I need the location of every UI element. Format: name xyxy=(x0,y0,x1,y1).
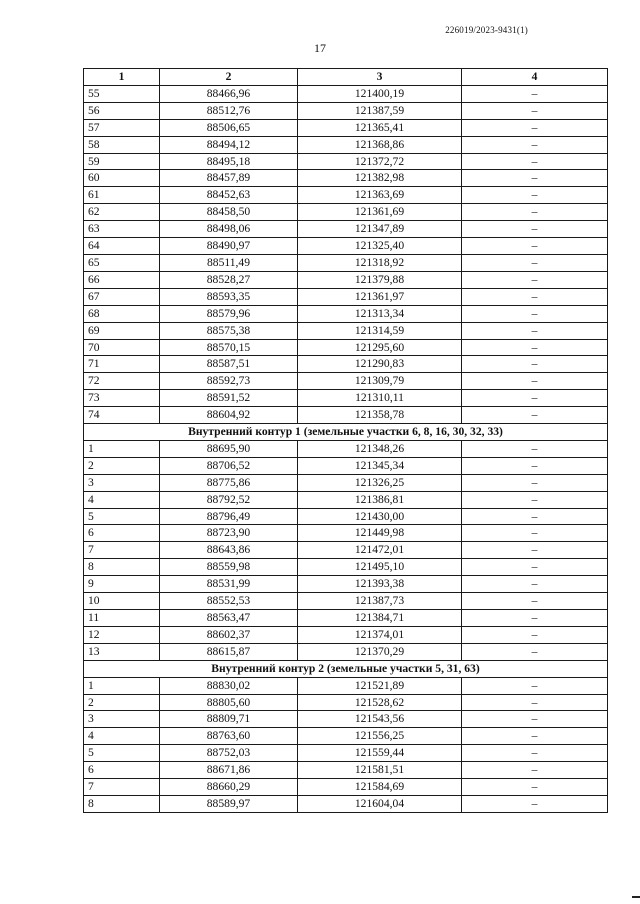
note-cell: – xyxy=(462,440,608,457)
point-number-cell: 71 xyxy=(84,356,160,373)
y-coordinate-cell: 121584,69 xyxy=(298,779,462,796)
y-coordinate-cell: 121430,00 xyxy=(298,508,462,525)
y-coordinate-cell: 121521,89 xyxy=(298,677,462,694)
y-coordinate-cell: 121370,29 xyxy=(298,643,462,660)
y-coordinate-cell: 121581,51 xyxy=(298,762,462,779)
table-body xyxy=(84,85,608,812)
x-coordinate-cell: 88752,03 xyxy=(160,745,298,762)
y-coordinate-cell: 121543,56 xyxy=(298,711,462,728)
table-row xyxy=(84,610,608,627)
x-coordinate-cell: 88723,90 xyxy=(160,525,298,542)
x-coordinate-cell: 88458,50 xyxy=(160,204,298,221)
table-row xyxy=(84,119,608,136)
note-cell: – xyxy=(462,795,608,812)
note-cell: – xyxy=(462,626,608,643)
y-coordinate-cell: 121528,62 xyxy=(298,694,462,711)
y-coordinate-cell: 121379,88 xyxy=(298,271,462,288)
table-row xyxy=(84,593,608,610)
point-number-cell: 57 xyxy=(84,119,160,136)
y-coordinate-cell: 121374,01 xyxy=(298,626,462,643)
point-number-cell: 65 xyxy=(84,254,160,271)
point-number-cell: 2 xyxy=(84,457,160,474)
x-coordinate-cell: 88531,99 xyxy=(160,576,298,593)
section-title: Внутренний контур 1 (земельные участки 6, 8, 16, 30, 32, 33) xyxy=(84,424,608,441)
note-cell: – xyxy=(462,356,608,373)
y-coordinate-cell: 121393,38 xyxy=(298,576,462,593)
table-row xyxy=(84,136,608,153)
note-cell: – xyxy=(462,728,608,745)
x-coordinate-cell: 88552,53 xyxy=(160,593,298,610)
column-header-3: 3 xyxy=(298,69,462,86)
y-coordinate-cell: 121472,01 xyxy=(298,542,462,559)
note-cell: – xyxy=(462,559,608,576)
note-cell: – xyxy=(462,694,608,711)
x-coordinate-cell: 88494,12 xyxy=(160,136,298,153)
x-coordinate-cell: 88589,97 xyxy=(160,795,298,812)
y-coordinate-cell: 121365,41 xyxy=(298,119,462,136)
note-cell: – xyxy=(462,373,608,390)
point-number-cell: 70 xyxy=(84,339,160,356)
x-coordinate-cell: 88452,63 xyxy=(160,187,298,204)
point-number-cell: 3 xyxy=(84,474,160,491)
point-number-cell: 56 xyxy=(84,102,160,119)
note-cell: – xyxy=(462,457,608,474)
table-row xyxy=(84,762,608,779)
y-coordinate-cell: 121326,25 xyxy=(298,474,462,491)
table-row xyxy=(84,390,608,407)
x-coordinate-cell: 88506,65 xyxy=(160,119,298,136)
point-number-cell: 2 xyxy=(84,694,160,711)
point-number-cell: 12 xyxy=(84,626,160,643)
table-row xyxy=(84,187,608,204)
note-cell: – xyxy=(462,593,608,610)
point-number-cell: 69 xyxy=(84,322,160,339)
y-coordinate-cell: 121347,89 xyxy=(298,221,462,238)
y-coordinate-cell: 121495,10 xyxy=(298,559,462,576)
y-coordinate-cell: 121358,78 xyxy=(298,407,462,424)
table-row xyxy=(84,457,608,474)
point-number-cell: 6 xyxy=(84,525,160,542)
x-coordinate-cell: 88592,73 xyxy=(160,373,298,390)
y-coordinate-cell: 121449,98 xyxy=(298,525,462,542)
section-title: Внутренний контур 2 (земельные участки 5, 31, 63) xyxy=(84,660,608,677)
point-number-cell: 11 xyxy=(84,610,160,627)
note-cell: – xyxy=(462,610,608,627)
point-number-cell: 60 xyxy=(84,170,160,187)
note-cell: – xyxy=(462,643,608,660)
x-coordinate-cell: 88457,89 xyxy=(160,170,298,187)
table-row xyxy=(84,170,608,187)
note-cell: – xyxy=(462,204,608,221)
table-row xyxy=(84,677,608,694)
point-number-cell: 3 xyxy=(84,711,160,728)
note-cell: – xyxy=(462,711,608,728)
x-coordinate-cell: 88615,87 xyxy=(160,643,298,660)
point-number-cell: 58 xyxy=(84,136,160,153)
table-row xyxy=(84,271,608,288)
y-coordinate-cell: 121387,73 xyxy=(298,593,462,610)
point-number-cell: 64 xyxy=(84,238,160,255)
table-row xyxy=(84,238,608,255)
x-coordinate-cell: 88671,86 xyxy=(160,762,298,779)
x-coordinate-cell: 88604,92 xyxy=(160,407,298,424)
table-row xyxy=(84,626,608,643)
note-cell: – xyxy=(462,745,608,762)
x-coordinate-cell: 88575,38 xyxy=(160,322,298,339)
x-coordinate-cell: 88805,60 xyxy=(160,694,298,711)
note-cell: – xyxy=(462,238,608,255)
table-row xyxy=(84,779,608,796)
note-cell: – xyxy=(462,221,608,238)
table-row xyxy=(84,508,608,525)
y-coordinate-cell: 121361,97 xyxy=(298,288,462,305)
table-row xyxy=(84,525,608,542)
y-coordinate-cell: 121604,04 xyxy=(298,795,462,812)
coordinates-table xyxy=(83,68,608,813)
note-cell: – xyxy=(462,136,608,153)
note-cell: – xyxy=(462,288,608,305)
x-coordinate-cell: 88796,49 xyxy=(160,508,298,525)
note-cell: – xyxy=(462,779,608,796)
point-number-cell: 59 xyxy=(84,153,160,170)
column-header-4: 4 xyxy=(462,69,608,86)
x-coordinate-cell: 88809,71 xyxy=(160,711,298,728)
table-row xyxy=(84,745,608,762)
table-row xyxy=(84,305,608,322)
table-row xyxy=(84,440,608,457)
note-cell: – xyxy=(462,305,608,322)
y-coordinate-cell: 121318,92 xyxy=(298,254,462,271)
point-number-cell: 4 xyxy=(84,728,160,745)
point-number-cell: 68 xyxy=(84,305,160,322)
x-coordinate-cell: 88512,76 xyxy=(160,102,298,119)
x-coordinate-cell: 88643,86 xyxy=(160,542,298,559)
edge-mark xyxy=(632,896,640,898)
note-cell: – xyxy=(462,187,608,204)
y-coordinate-cell: 121382,98 xyxy=(298,170,462,187)
x-coordinate-cell: 88775,86 xyxy=(160,474,298,491)
x-coordinate-cell: 88660,29 xyxy=(160,779,298,796)
x-coordinate-cell: 88563,47 xyxy=(160,610,298,627)
table-row xyxy=(84,254,608,271)
y-coordinate-cell: 121363,69 xyxy=(298,187,462,204)
point-number-cell: 61 xyxy=(84,187,160,204)
point-number-cell: 8 xyxy=(84,559,160,576)
point-number-cell: 67 xyxy=(84,288,160,305)
table-row xyxy=(84,728,608,745)
y-coordinate-cell: 121387,59 xyxy=(298,102,462,119)
x-coordinate-cell: 88579,96 xyxy=(160,305,298,322)
x-coordinate-cell: 88695,90 xyxy=(160,440,298,457)
x-coordinate-cell: 88593,35 xyxy=(160,288,298,305)
y-coordinate-cell: 121309,79 xyxy=(298,373,462,390)
point-number-cell: 74 xyxy=(84,407,160,424)
table-header-row xyxy=(84,69,608,86)
note-cell: – xyxy=(462,170,608,187)
x-coordinate-cell: 88792,52 xyxy=(160,491,298,508)
point-number-cell: 73 xyxy=(84,390,160,407)
point-number-cell: 5 xyxy=(84,745,160,762)
table-row xyxy=(84,221,608,238)
note-cell: – xyxy=(462,525,608,542)
point-number-cell: 63 xyxy=(84,221,160,238)
point-number-cell: 4 xyxy=(84,491,160,508)
x-coordinate-cell: 88763,60 xyxy=(160,728,298,745)
point-number-cell: 6 xyxy=(84,762,160,779)
y-coordinate-cell: 121386,81 xyxy=(298,491,462,508)
x-coordinate-cell: 88498,06 xyxy=(160,221,298,238)
table-row xyxy=(84,356,608,373)
x-coordinate-cell: 88602,37 xyxy=(160,626,298,643)
point-number-cell: 1 xyxy=(84,440,160,457)
point-number-cell: 5 xyxy=(84,508,160,525)
document-id: 226019/2023-9431(1) xyxy=(445,25,528,35)
y-coordinate-cell: 121348,26 xyxy=(298,440,462,457)
note-cell: – xyxy=(462,576,608,593)
table-row xyxy=(84,643,608,660)
x-coordinate-cell: 88830,02 xyxy=(160,677,298,694)
y-coordinate-cell: 121361,69 xyxy=(298,204,462,221)
point-number-cell: 1 xyxy=(84,677,160,694)
table-row xyxy=(84,407,608,424)
table-row xyxy=(84,322,608,339)
table-row xyxy=(84,204,608,221)
table-row xyxy=(84,85,608,102)
table-row xyxy=(84,542,608,559)
table-row xyxy=(84,559,608,576)
x-coordinate-cell: 88706,52 xyxy=(160,457,298,474)
table-row xyxy=(84,491,608,508)
x-coordinate-cell: 88587,51 xyxy=(160,356,298,373)
note-cell: – xyxy=(462,762,608,779)
table-row xyxy=(84,373,608,390)
point-number-cell: 13 xyxy=(84,643,160,660)
table-row xyxy=(84,711,608,728)
y-coordinate-cell: 121400,19 xyxy=(298,85,462,102)
y-coordinate-cell: 121372,72 xyxy=(298,153,462,170)
y-coordinate-cell: 121345,34 xyxy=(298,457,462,474)
note-cell: – xyxy=(462,491,608,508)
x-coordinate-cell: 88528,27 xyxy=(160,271,298,288)
column-header-2: 2 xyxy=(160,69,298,86)
point-number-cell: 66 xyxy=(84,271,160,288)
point-number-cell: 10 xyxy=(84,593,160,610)
table-row xyxy=(84,474,608,491)
x-coordinate-cell: 88490,97 xyxy=(160,238,298,255)
section-header-row xyxy=(84,660,608,677)
point-number-cell: 72 xyxy=(84,373,160,390)
note-cell: – xyxy=(462,254,608,271)
table-row xyxy=(84,153,608,170)
y-coordinate-cell: 121368,86 xyxy=(298,136,462,153)
note-cell: – xyxy=(462,119,608,136)
table-row xyxy=(84,288,608,305)
point-number-cell: 62 xyxy=(84,204,160,221)
x-coordinate-cell: 88511,49 xyxy=(160,254,298,271)
x-coordinate-cell: 88570,15 xyxy=(160,339,298,356)
note-cell: – xyxy=(462,542,608,559)
point-number-cell: 7 xyxy=(84,542,160,559)
note-cell: – xyxy=(462,102,608,119)
y-coordinate-cell: 121325,40 xyxy=(298,238,462,255)
note-cell: – xyxy=(462,508,608,525)
note-cell: – xyxy=(462,85,608,102)
y-coordinate-cell: 121559,44 xyxy=(298,745,462,762)
table-row xyxy=(84,694,608,711)
note-cell: – xyxy=(462,677,608,694)
note-cell: – xyxy=(462,153,608,170)
y-coordinate-cell: 121295,60 xyxy=(298,339,462,356)
x-coordinate-cell: 88466,96 xyxy=(160,85,298,102)
point-number-cell: 55 xyxy=(84,85,160,102)
point-number-cell: 7 xyxy=(84,779,160,796)
page-number: 17 xyxy=(314,41,326,55)
y-coordinate-cell: 121384,71 xyxy=(298,610,462,627)
x-coordinate-cell: 88559,98 xyxy=(160,559,298,576)
note-cell: – xyxy=(462,271,608,288)
table-row xyxy=(84,339,608,356)
x-coordinate-cell: 88591,52 xyxy=(160,390,298,407)
table-row xyxy=(84,795,608,812)
note-cell: – xyxy=(462,390,608,407)
y-coordinate-cell: 121556,25 xyxy=(298,728,462,745)
point-number-cell: 8 xyxy=(84,795,160,812)
y-coordinate-cell: 121290,83 xyxy=(298,356,462,373)
table-row xyxy=(84,102,608,119)
y-coordinate-cell: 121310,11 xyxy=(298,390,462,407)
note-cell: – xyxy=(462,339,608,356)
point-number-cell: 9 xyxy=(84,576,160,593)
column-header-1: 1 xyxy=(84,69,160,86)
x-coordinate-cell: 88495,18 xyxy=(160,153,298,170)
section-header-row xyxy=(84,424,608,441)
note-cell: – xyxy=(462,407,608,424)
note-cell: – xyxy=(462,322,608,339)
y-coordinate-cell: 121314,59 xyxy=(298,322,462,339)
y-coordinate-cell: 121313,34 xyxy=(298,305,462,322)
note-cell: – xyxy=(462,474,608,491)
table-row xyxy=(84,576,608,593)
